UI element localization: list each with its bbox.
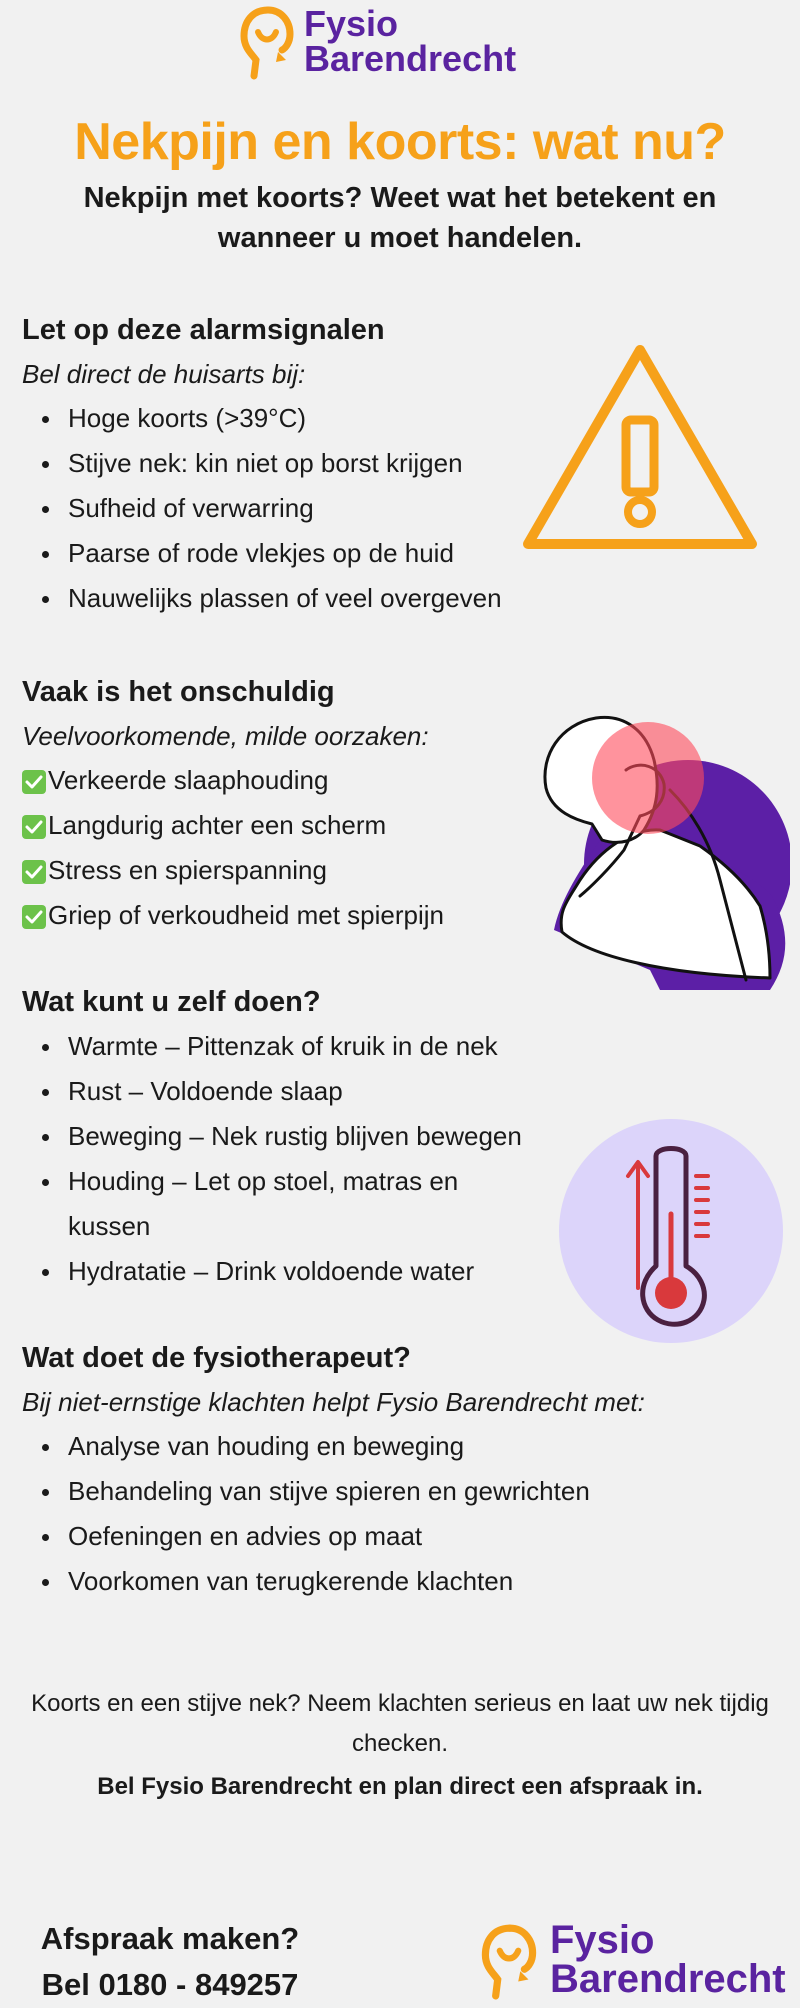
contact-block	[0, 1916, 340, 2008]
harmless-list	[22, 758, 444, 938]
list-item-label: Griep of verkoudheid met spierpijn	[48, 900, 444, 930]
footer-logo	[478, 1917, 786, 2001]
list-item: Paarse of rode vlekjes op de huid	[22, 531, 502, 576]
check-icon	[22, 815, 46, 839]
list-item	[22, 893, 444, 938]
alarm-list	[22, 396, 502, 621]
physio-list	[22, 1424, 645, 1604]
warning-triangle-icon	[520, 336, 760, 561]
logo-line-1: Fysio	[550, 1917, 655, 1962]
list-item: Rust – Voldoende slaap	[22, 1069, 562, 1114]
check-icon	[22, 770, 46, 794]
harmless-heading: Vaak is het onschuldig	[22, 676, 335, 708]
alarm-intro: Bel direct de huisarts bij:	[22, 359, 306, 389]
list-item	[22, 758, 444, 803]
harmless-intro: Veelvoorkomende, milde oorzaken:	[22, 721, 429, 751]
list-item: Houding – Let op stoel, matras en kussen	[22, 1159, 502, 1249]
page-title: Nekpijn en koorts: wat nu?	[74, 113, 726, 171]
list-item: Warmte – Pittenzak of kruik in de nek	[22, 1024, 562, 1069]
list-item-label: Langdurig achter een scherm	[48, 810, 387, 840]
cta-strong: Bel Fysio Barendrecht en plan direct een afspraak in.	[97, 1773, 703, 1800]
harmless-section	[22, 670, 444, 938]
list-item: Hydratatie – Drink voldoende water	[22, 1249, 562, 1294]
cta-text: Koorts en een stijve nek? Neem klachten serieus en laat uw nek tijdig checken.	[31, 1690, 769, 1757]
logo-line-1: Fysio	[304, 2, 399, 44]
check-icon	[22, 860, 46, 884]
list-item: Oefeningen en advies op maat	[22, 1514, 645, 1559]
list-item: Beweging – Nek rustig blijven bewegen	[22, 1114, 562, 1159]
logo-mark-icon	[238, 2, 296, 80]
logo-line-2: Barendrecht	[304, 38, 517, 79]
thermometer-icon	[558, 1118, 784, 1349]
selfcare-section	[22, 980, 562, 1294]
alarm-heading: Let op deze alarmsignalen	[22, 314, 385, 346]
check-icon	[22, 905, 46, 929]
list-item: Analyse van houding en beweging	[22, 1424, 645, 1469]
physio-intro: Bij niet-ernstige klachten helpt Fysio Barendrecht met:	[22, 1387, 645, 1417]
header-logo	[238, 2, 516, 80]
contact-phone[interactable]: Bel 0180 - 849257	[41, 1967, 299, 2002]
page-subtitle: Nekpijn met koorts? Weet wat het betekent en wanneer u moet handelen.	[83, 182, 717, 254]
list-item	[22, 803, 444, 848]
list-item	[22, 848, 444, 893]
list-item: Hoge koorts (>39°C)	[22, 396, 502, 441]
list-item: Sufheid of verwarring	[22, 486, 502, 531]
contact-line-1: Afspraak maken?	[40, 1921, 300, 1956]
logo-mark-icon	[478, 1920, 540, 2000]
logo-line-2: Barendrecht	[550, 1957, 786, 2001]
list-item: Nauwelijks plassen of veel overgeven	[22, 576, 502, 621]
call-to-action	[0, 1684, 800, 1810]
neck-pain-illustration	[540, 700, 790, 995]
list-item: Behandeling van stijve spieren en gewrichten	[22, 1469, 645, 1514]
list-item: Stijve nek: kin niet op borst krijgen	[22, 441, 502, 486]
physio-section	[22, 1336, 645, 1604]
selfcare-heading: Wat kunt u zelf doen?	[22, 986, 321, 1018]
physio-heading: Wat doet de fysiotherapeut?	[22, 1342, 411, 1374]
selfcare-list	[22, 1024, 562, 1294]
list-item-label: Stress en spierspanning	[48, 855, 327, 885]
list-item-label: Verkeerde slaaphouding	[48, 765, 329, 795]
alarm-section	[22, 308, 502, 621]
list-item: Voorkomen van terugkerende klachten	[22, 1559, 645, 1604]
